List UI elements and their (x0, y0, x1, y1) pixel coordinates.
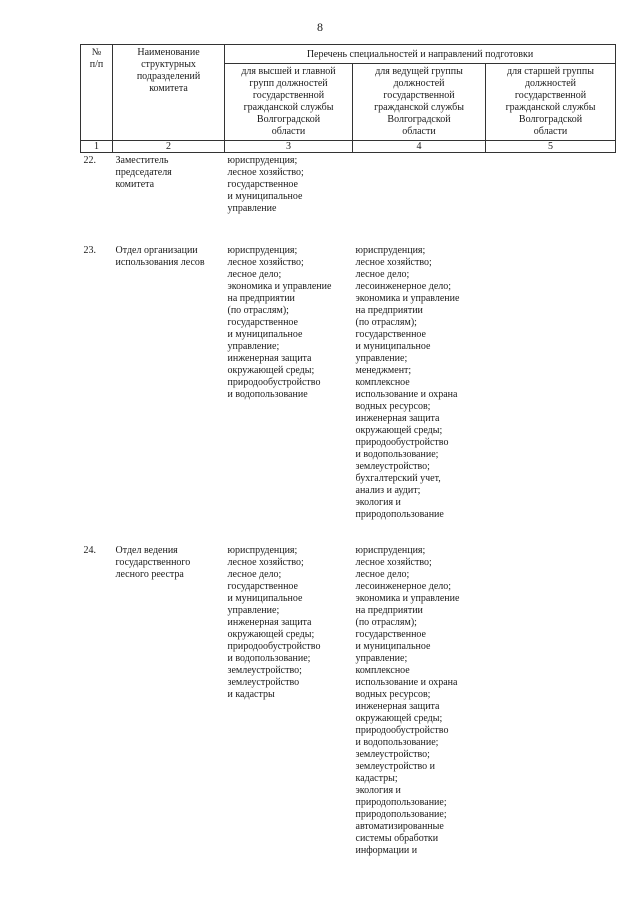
specialty-line: управление; (355, 353, 408, 364)
specialty-line: природопользование; (355, 797, 447, 808)
specialty-line: лесное хозяйство; (355, 557, 432, 568)
specialty-line: землеустройство (227, 677, 300, 688)
specialty-line: природообустройство (227, 641, 321, 652)
row-number: 22. (83, 155, 96, 166)
column-number: 2 (113, 141, 225, 153)
specialty-line: землеустройство и (355, 761, 435, 772)
specialty-line: лесоинженерное дело; (355, 281, 452, 292)
specialty-line: экология и (355, 785, 401, 796)
department-name: Отдел ведения государственного лесного реестра (115, 545, 191, 580)
header-leading-group: для ведущей группы должностей государственной гражданской службы Волгоградской области (353, 64, 486, 141)
specialty-line: землеустройство; (227, 665, 302, 676)
specialty-line: (по отраслям); (227, 305, 289, 316)
specialty-line: лесное дело; (355, 569, 410, 580)
specialty-line: комплексное (355, 377, 410, 388)
table-row (81, 523, 616, 859)
specialty-line: водных ресурсов; (355, 401, 431, 412)
column-number: 3 (225, 141, 353, 153)
specialty-line: лесное дело; (227, 269, 282, 280)
specialty-line: анализ и аудит; (355, 485, 421, 496)
specialty-line: окружающей среды; (227, 365, 315, 376)
specialty-line: лесное хозяйство; (227, 257, 304, 268)
specialty-line: юриспруденция; (355, 545, 426, 556)
specialty-line: лесное хозяйство; (355, 257, 432, 268)
specialty-line: государственное (227, 179, 298, 190)
specialty-line: природообустройство (355, 437, 449, 448)
column-number: 5 (486, 141, 616, 153)
column-number: 4 (353, 141, 486, 153)
specialty-line: государственное (355, 329, 426, 340)
header-specialties: Перечень специальностей и направлений подготовки (225, 45, 616, 64)
specialty-line: (по отраслям); (355, 317, 417, 328)
specialty-line: юриспруденция; (227, 155, 298, 166)
specialty-line: и муниципальное (355, 641, 431, 652)
specialties-leading (353, 217, 486, 523)
specialty-line: юриспруденция; (227, 545, 298, 556)
specialty-line: землеустройство; (355, 749, 430, 760)
specialty-line: и водопользование; (355, 449, 439, 460)
specialty-line: природообустройство (355, 725, 449, 736)
table-body (81, 153, 616, 860)
specialty-line: и муниципальное (227, 593, 303, 604)
specialty-line: юриспруденция; (227, 245, 298, 256)
specialty-line: природопользование (355, 509, 444, 520)
specialties-senior (486, 217, 616, 523)
specialties-senior (486, 153, 616, 218)
specialty-line: и водопользование (227, 389, 308, 400)
specialty-line: инженерная защита (355, 413, 440, 424)
specialty-line: государственное (227, 317, 298, 328)
specialty-line: экономика и управление (355, 593, 460, 604)
specialty-line: государственное (227, 581, 298, 592)
specialty-line: управление (227, 203, 277, 214)
header-higher-group: для высшей и главной групп должностей государственной гражданской службы Волгоградской области (225, 64, 353, 141)
specialty-line: землеустройство; (355, 461, 430, 472)
specialty-line: окружающей среды; (355, 425, 443, 436)
table-row (81, 217, 616, 523)
specialty-line: юриспруденция; (355, 245, 426, 256)
specialty-line: государственное (355, 629, 426, 640)
specialty-line: информации и (355, 845, 418, 856)
specialty-line: водных ресурсов; (355, 689, 431, 700)
page-number: 8 (317, 20, 323, 34)
column-number: 1 (81, 141, 113, 153)
specialty-line: и кадастры (227, 689, 275, 700)
specialty-line: и муниципальное (227, 329, 303, 340)
specialty-line: лесное хозяйство; (227, 557, 304, 568)
specialty-line: экономика и управление (355, 293, 460, 304)
row-number: 24. (83, 545, 96, 556)
specialty-line: природообустройство (227, 377, 321, 388)
specialties-senior (486, 523, 616, 859)
specialties-higher (225, 153, 353, 218)
specialty-line: экология и (355, 497, 401, 508)
specialty-line: лесное дело; (227, 569, 282, 580)
specialty-line: и муниципальное (355, 341, 431, 352)
department-name: Заместитель председателя комитета (115, 155, 172, 190)
specialty-line: управление; (355, 653, 408, 664)
specialty-line: окружающей среды; (227, 629, 315, 640)
specialty-line: и водопользование; (355, 737, 439, 748)
specialty-line: инженерная защита (355, 701, 440, 712)
specialty-line: и муниципальное (227, 191, 303, 202)
table-row (81, 153, 616, 218)
specialties-leading (353, 153, 486, 218)
specialty-line: использование и охрана (355, 389, 458, 400)
specialty-line: лесное дело; (355, 269, 410, 280)
department-name: Отдел организации использования лесов (115, 245, 205, 268)
specialty-line: лесное хозяйство; (227, 167, 304, 178)
row-number: 23. (83, 245, 96, 256)
specialties-table (80, 44, 616, 859)
specialty-line: и водопользование; (227, 653, 311, 664)
specialty-line: управление; (227, 341, 280, 352)
specialty-line: на предприятии (227, 293, 295, 304)
specialty-line: на предприятии (355, 305, 423, 316)
specialty-line: системы обработки (355, 833, 439, 844)
specialty-line: на предприятии (355, 605, 423, 616)
specialty-line: природопользование; (355, 809, 447, 820)
specialty-line: автоматизированные (355, 821, 444, 832)
specialty-line: инженерная защита (227, 353, 312, 364)
specialty-line: управление; (227, 605, 280, 616)
specialty-line: экономика и управление (227, 281, 332, 292)
specialty-line: окружающей среды; (355, 713, 443, 724)
specialty-line: инженерная защита (227, 617, 312, 628)
specialty-line: комплексное (355, 665, 410, 676)
header-senior-group: для старшей группы должностей государственной гражданской службы Волгоградской области (486, 64, 616, 141)
specialty-line: использование и охрана (355, 677, 458, 688)
specialties-leading (353, 523, 486, 859)
header-num: № п/п (81, 45, 113, 141)
specialties-higher (225, 523, 353, 859)
specialty-line: кадастры; (355, 773, 398, 784)
header-department: Наименование структурных подразделений комитета (113, 45, 225, 141)
specialty-line: бухгалтерский учет, (355, 473, 441, 484)
specialty-line: лесоинженерное дело; (355, 581, 452, 592)
specialty-line: (по отраслям); (355, 617, 417, 628)
specialty-line: менеджмент; (355, 365, 412, 376)
specialties-higher (225, 217, 353, 523)
